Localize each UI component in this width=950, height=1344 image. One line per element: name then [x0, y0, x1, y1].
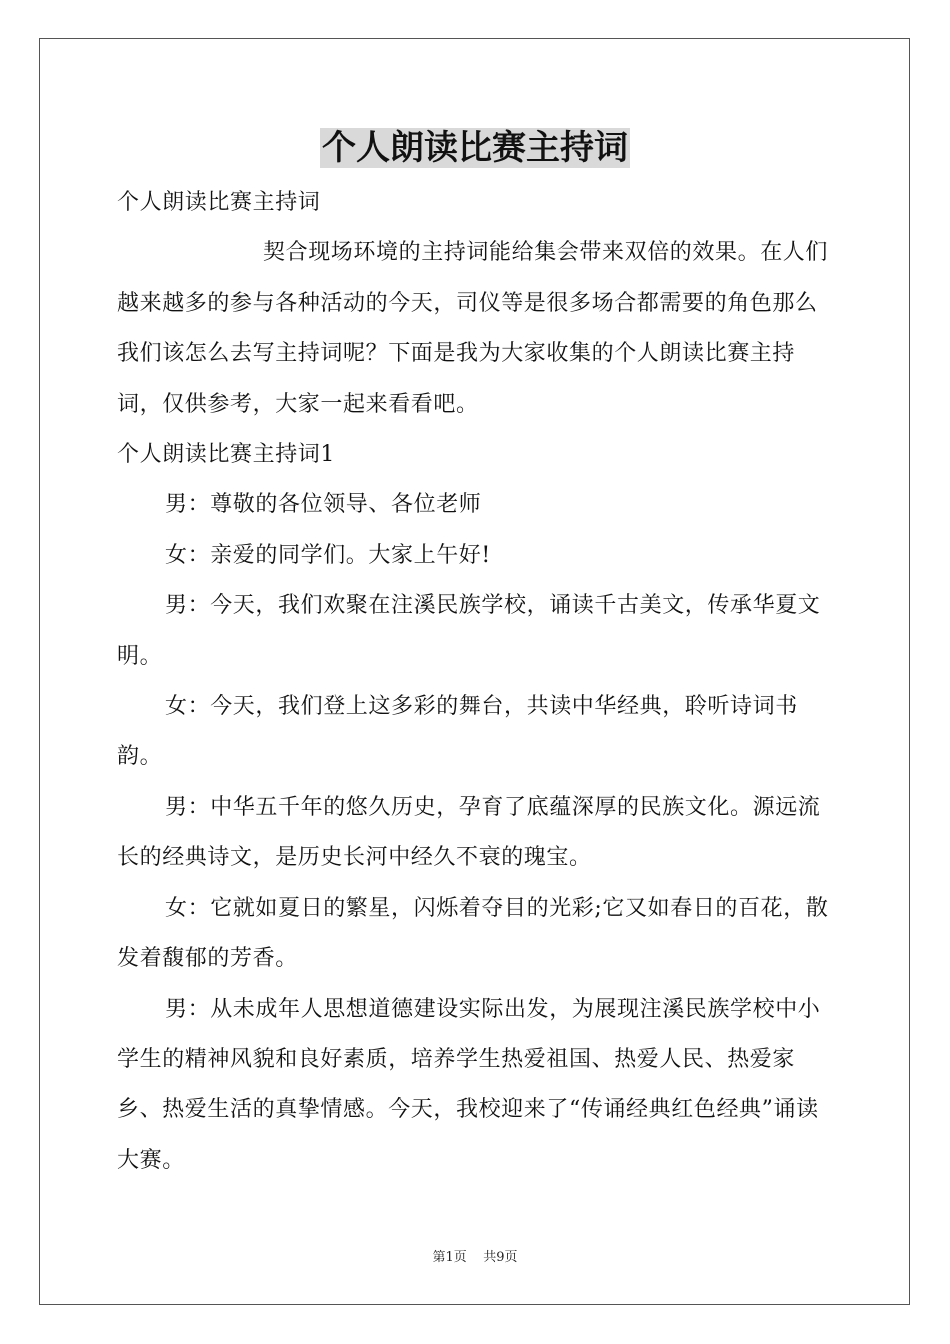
document-title: [0, 126, 950, 170]
dialogue-line: 男：从未成年人思想道德建设实际出发，为展现注溪民族学校中小学生的精神风貌和良好素质，培养学生热爱祖国、热爱人民、热爱家乡、热爱生活的真挚情感。今天，我校迎来了“传诵经典红色经典”诵读大赛。: [117, 996, 821, 1173]
dialogue-line: 男：尊敬的各位领导、各位老师: [165, 492, 482, 518]
dialogue-line: 女：今天，我们登上这多彩的舞台，共读中华经典，聆听诗词书韵。: [117, 694, 798, 770]
document-body: [117, 178, 837, 1186]
document-title-text: 个人朗读比赛主持词: [322, 128, 628, 168]
dialogue-line: 男：今天，我们欢聚在注溪民族学校，诵读千古美文，传承华夏文明。: [117, 593, 821, 669]
page-number: 第1页 共9页: [432, 1250, 518, 1265]
paragraph-subtitle: 个人朗读比赛主持词: [117, 190, 321, 215]
paragraph-intro: 契合现场环境的主持词能给集会带来双倍的效果。在人们越来越多的参与各种活动的今天，司仪等是很多场合都需要的角色那么我们该怎么去写主持词呢？下面是我为大家收集的个人朗读比赛主持词，仅供参考，大家一起来看看吧。: [117, 240, 829, 417]
dialogue-line: 女：亲爱的同学们。大家上午好!: [165, 542, 491, 568]
dialogue-line: 女：它就如夏日的繁星，闪烁着夺目的光彩;它又如春日的百花，散发着馥郁的芳香。: [117, 895, 829, 972]
dialogue-line: 男：中华五千年的悠久历史，孕育了底蕴深厚的民族文化。源远流长的经典诗文，是历史长河中经久不衰的瑰宝。: [117, 794, 821, 871]
page-footer: [0, 1246, 950, 1265]
section-heading: 个人朗读比赛主持词1: [117, 442, 335, 468]
